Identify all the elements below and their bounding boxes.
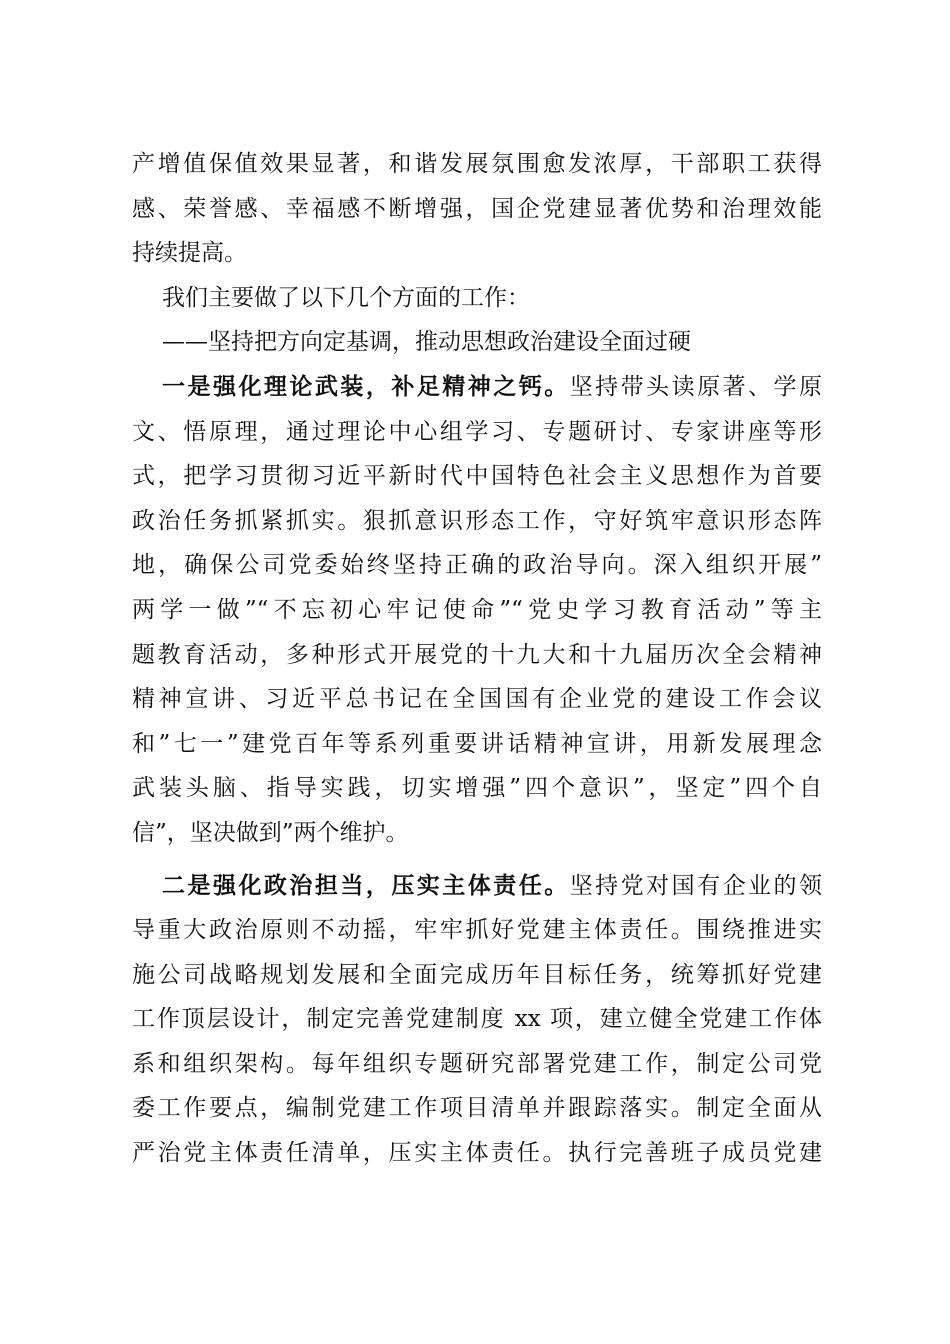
para2-first-rest: 坚持党对国有企业的领 <box>569 872 822 899</box>
para1-line: 题教育活动，多种形式开展党的十九大和十九届历次全会精神 <box>132 641 822 668</box>
para1-first-line <box>132 365 822 410</box>
para2-line: 工作顶层设计，制定完善党建制度 xx 项，建立健全党建工作体 <box>132 1006 822 1033</box>
intro-line-3: 持续提高。 <box>132 240 247 267</box>
para2-line: 导重大政治原则不动摇，牢牢抓好党建主体责任。围绕推进实 <box>132 917 822 944</box>
para1-line: 和”七一”建党百年等系列重要讲话精神宣讲，用新发展理念 <box>132 730 822 757</box>
para1-bold-lead: 一是强化理论武装，补足精神之钙。 <box>162 372 570 400</box>
paragraph-gap <box>132 856 822 864</box>
para2-line: 委工作要点，编制党建工作项目清单并跟踪落实。制定全面从 <box>132 1095 822 1122</box>
overview-sentence: 我们主要做了以下几个方面的工作： <box>162 284 530 311</box>
para1-line: 式，把学习贯彻习近平新时代中国特色社会主义思想作为首要 <box>132 463 822 490</box>
para1-first-rest: 坚持带头读原著、学原 <box>569 373 822 400</box>
para2-bold-lead: 二是强化政治担当，压实主体责任。 <box>162 871 570 899</box>
para1-line: 地，确保公司党委始终坚持正确的政治导向。深入组织开展” <box>132 552 822 579</box>
para1-line: 政治任务抓紧抓实。狠抓意识形态工作，守好筑牢意识形态阵 <box>132 507 822 534</box>
para2-line: 系和组织架构。每年组织专题研究部署党建工作，制定公司党 <box>132 1050 822 1077</box>
para1-line: 武装头脑、指导实践，切实增强”四个意识”，坚定”四个自 <box>132 775 822 802</box>
para1-line: 两学一做”“不忘初心牢记使命”“党史学习教育活动”等主 <box>132 596 822 623</box>
para2-line: 严治党主体责任清单，压实主体责任。执行完善班子成员党建 <box>132 1140 822 1167</box>
para1-line: 文、悟原理，通过理论中心组学习、专题研讨、专家讲座等形 <box>132 418 822 445</box>
para1-line: 精神宣讲、习近平总书记在全国国有企业党的建设工作会议 <box>132 686 822 713</box>
intro-line-1: 产增值保值效果显著，和谐发展氛围愈发浓厚，干部职工获得 <box>132 151 822 177</box>
section-heading: ——坚持把方向定基调，推动思想政治建设全面过硬 <box>162 329 691 356</box>
para2-line: 施公司战略规划发展和全面完成历年目标任务，统筹抓好党建 <box>132 961 822 988</box>
intro-line-2: 感、荣誉感、幸福感不断增强，国企党建显著优势和治理效能 <box>132 195 822 222</box>
para1-line: 信”，坚决做到”两个维护。 <box>132 819 409 846</box>
para2-first-line <box>132 864 822 909</box>
document-page <box>132 142 822 1176</box>
